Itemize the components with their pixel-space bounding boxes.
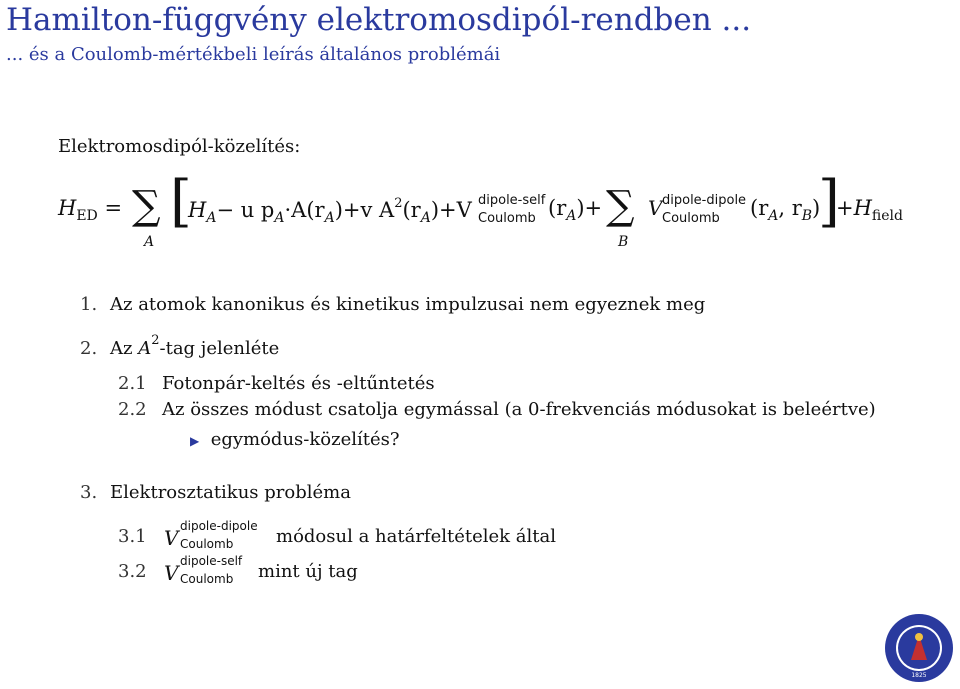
logo-year: 1825 (911, 672, 927, 679)
sum-symbol-b: ∑ (606, 183, 635, 229)
hamiltonian-equation (58, 169, 948, 262)
list-item-3: 3. Elektrosztatikus probléma (80, 482, 351, 503)
sum-limit-b: B (618, 234, 629, 250)
vdd-symbol-item: V (164, 526, 179, 550)
mta-seal-icon (884, 613, 954, 683)
left-bracket: [ (170, 169, 192, 234)
vdd-sub: Coulomb (662, 211, 720, 226)
vdd-symbol: V (648, 196, 663, 220)
list-bullet-1: ▶ egymódus-közelítés? (190, 429, 400, 450)
sum-symbol-a: ∑ (132, 183, 161, 229)
list-item-2-1: 2.1 Fotonpár-keltés és -eltűntetés (118, 373, 435, 394)
sum-limit-a: A (144, 234, 155, 250)
triangle-bullet-icon: ▶ (190, 434, 200, 448)
right-bracket: ] (818, 169, 840, 234)
vself-sup: dipole-self (478, 193, 546, 208)
list-item-3-2: 3.2 V dipole-self Coulomb mint új tag (118, 554, 358, 586)
vself-sub: Coulomb (478, 211, 536, 226)
eq-lhs: $H_{ED}$ = (58, 196, 123, 224)
list-item-1: 1. Az atomok kanonikus és kinetikus impulzusai nem egyeznek meg (80, 294, 706, 315)
slide-title: Hamilton-függvény elektromosdipól-rendben ... (6, 2, 752, 38)
eq-body-1: $H_A- u$ $p_A\cdot A(r_A)+v$ $A^2(r_A)+V$ (188, 196, 472, 226)
eq-body-3: ($r_A$, $r_B$) (750, 196, 821, 224)
intro-text: Elektromosdipól-közelítés: (58, 136, 301, 157)
vself-symbol-item: V (164, 561, 179, 585)
eq-body-2: $(r_A)+$ (548, 196, 603, 224)
list-item-3-1: 3.1 V dipole-dipole Coulomb módosul a határfeltételek által (118, 519, 557, 551)
slide-subtitle: ... és a Coulomb-mértékbeli leírás általános problémái (6, 44, 501, 65)
vdd-sup: dipole-dipole (662, 193, 747, 208)
list-item-2-2: 2.2 Az összes módust csatolja egymással (a 0-frekvenciás módusokat is beleértve) (118, 399, 876, 420)
list-item-2: 2. Az $A^2$-tag jelenléte (80, 333, 280, 359)
eq-field: $+H_{field}$ (836, 196, 903, 224)
